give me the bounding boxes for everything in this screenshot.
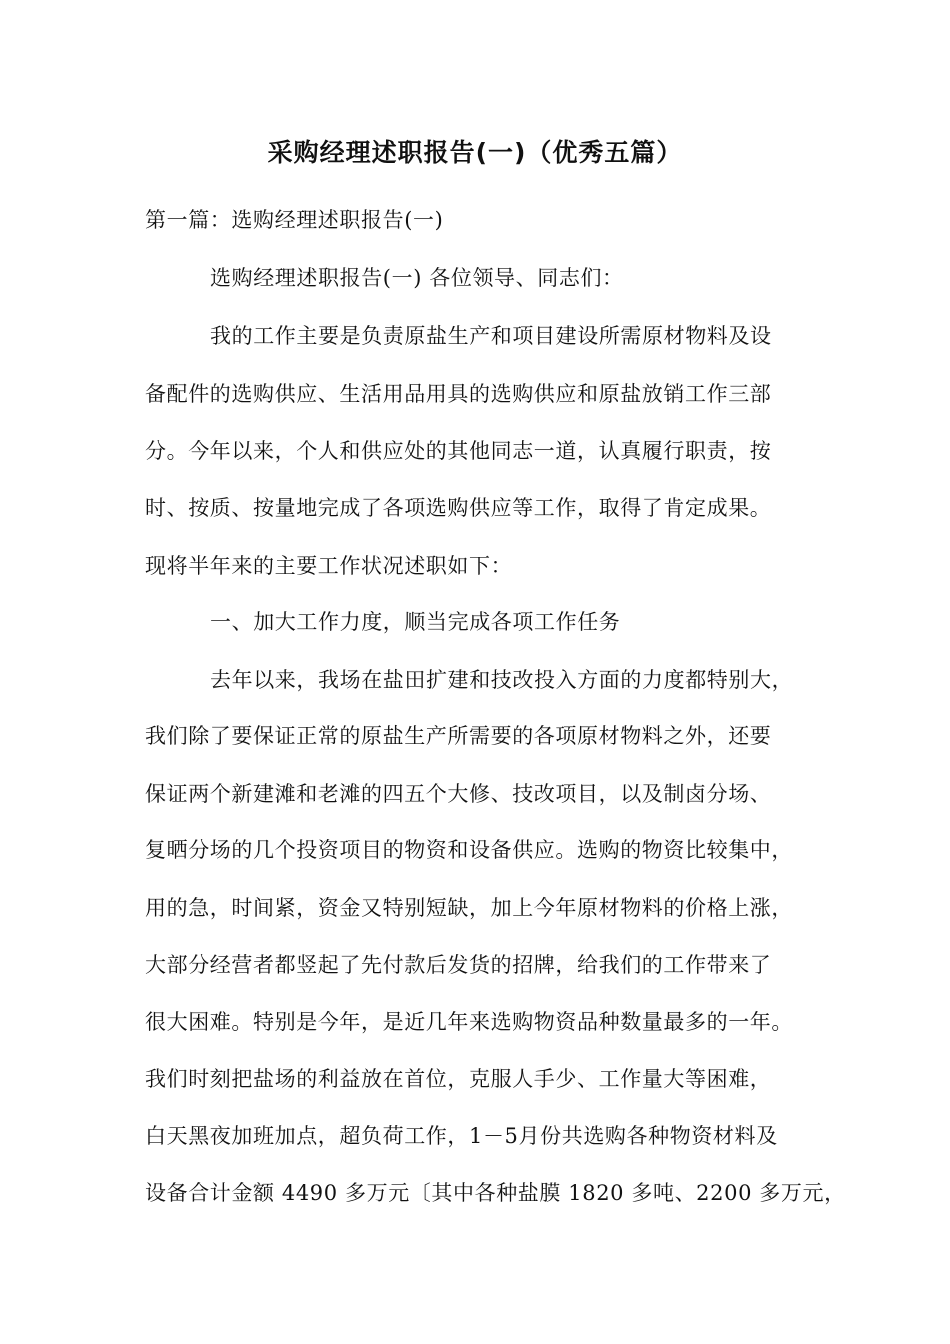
paragraph-line: 我们时刻把盐场的利益放在首位，克服人手少、工作量大等困难，	[145, 1067, 772, 1091]
paragraph-line: 白天黑夜加班加点，超负荷工作，1－5月份共选购各种物资材料及	[145, 1124, 778, 1148]
paragraph-line: 分。今年以来，个人和供应处的其他同志一道，认真履行职责，按	[145, 439, 772, 463]
paragraph-line: 选购经理述职报告(一) 各位领导、同志们：	[210, 266, 624, 290]
subsection-heading: 一、加大工作力度，顺当完成各项工作任务	[210, 610, 621, 634]
paragraph-line: 复晒分场的几个投资项目的物资和设备供应。选购的物资比较集中，	[145, 838, 793, 862]
document-title: 采购经理述职报告(一)（优秀五篇）	[267, 138, 683, 167]
paragraph-line: 设备合计金额 4490 多万元〔其中各种盐膜 1820 多吨、2200 多万元，	[145, 1181, 846, 1205]
section-heading: 第一篇：选购经理述职报告(一)	[145, 208, 444, 232]
paragraph-line: 我们除了要保证正常的原盐生产所需要的各项原材物料之外，还要	[145, 724, 772, 748]
paragraph-line: 大部分经营者都竖起了先付款后发货的招牌，给我们的工作带来了	[145, 953, 772, 977]
paragraph-line: 保证两个新建滩和老滩的四五个大修、技改项目，以及制卤分场、	[145, 782, 772, 806]
paragraph-line: 去年以来，我场在盐田扩建和技改投入方面的力度都特别大，	[210, 668, 794, 692]
paragraph-line: 备配件的选购供应、生活用品用具的选购供应和原盐放销工作三部	[145, 382, 772, 406]
paragraph-line: 现将半年来的主要工作状况述职如下：	[145, 554, 513, 578]
paragraph-line: 用的急，时间紧，资金又特别短缺，加上今年原材物料的价格上涨，	[145, 896, 793, 920]
paragraph-line: 我的工作主要是负责原盐生产和项目建设所需原材物料及设	[210, 324, 772, 348]
paragraph-line: 很大困难。特别是今年，是近几年来选购物资品种数量最多的一年。	[145, 1010, 793, 1034]
paragraph-line: 时、按质、按量地完成了各项选购供应等工作，取得了肯定成果。	[145, 496, 772, 520]
